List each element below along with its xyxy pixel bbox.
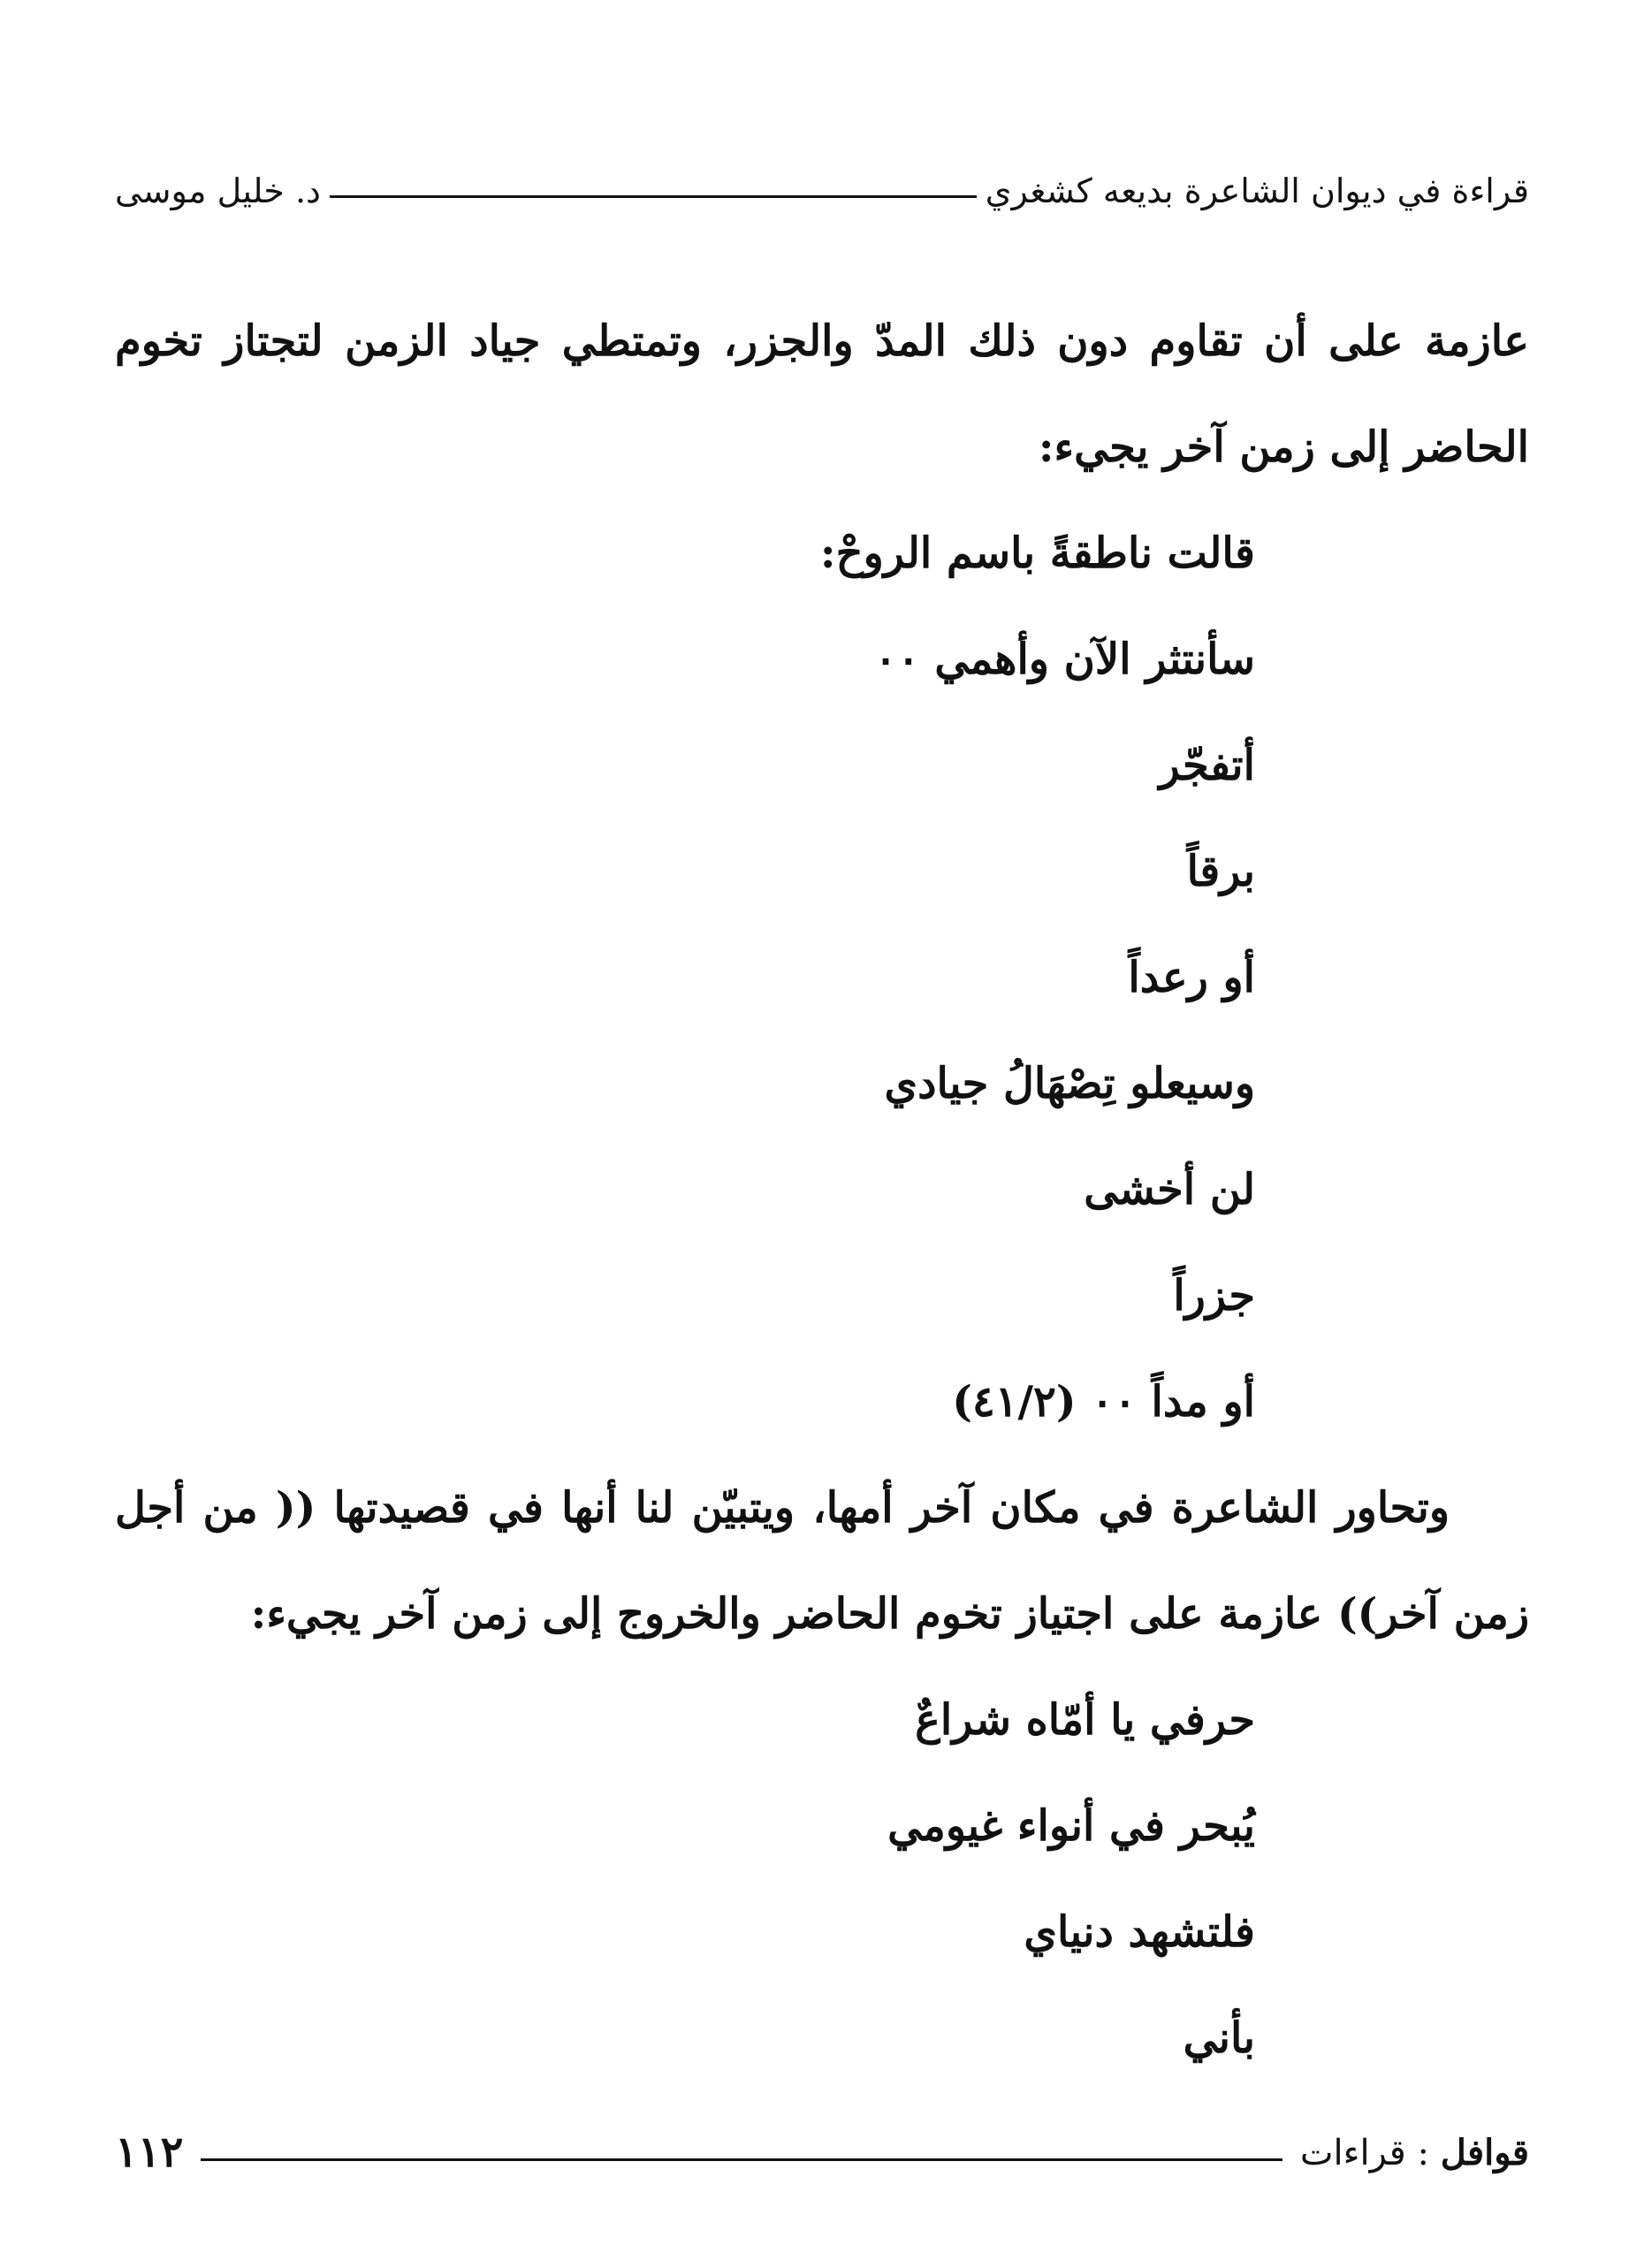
header-author: د. خليل موسى [115, 171, 321, 210]
footer-journal [1300, 2132, 1529, 2173]
paragraph-2: وتحاور الشاعرة في مكان آخر أمها، ويتبيّن لنا أنها في قصيدتها (( من أجل زمن آخر)) عازمة على اجتياز تخوم الحاضر والخروج إلى زمن آخر يجيء: [115, 1483, 1529, 1639]
journal-section: قراءات [1299, 2132, 1406, 2173]
poem-line: أو رعداً [1128, 953, 1255, 1002]
poem-line: برقاً [1186, 847, 1255, 896]
header-title: قراءة في ديوان الشاعرة بديعه كشغري [985, 171, 1529, 210]
poem-line: وسيعلو تِصْهَالُ جيادي [884, 1059, 1255, 1108]
journal-separator: : [1405, 2132, 1441, 2173]
poem-line: أو مداً ٠٠ (٤١/٢) [952, 1377, 1255, 1427]
poem-line: بأني [1183, 2013, 1255, 2063]
poem-excerpt-2 [115, 1667, 1529, 2091]
poem-line: أتفجّر [1159, 741, 1255, 790]
running-footer [115, 2121, 1529, 2183]
poem-line: فلتشهد دنياي [1024, 1907, 1255, 1957]
footer-rule [201, 2158, 1282, 2161]
poem-line: حرفي يا أمّاه شراعٌ [915, 1695, 1255, 1745]
page-number: ١١٢ [115, 2127, 184, 2177]
running-header [115, 164, 1529, 217]
poem-line: قالت ناطقةً باسم الروحْ: [819, 529, 1255, 578]
header-rule [330, 195, 977, 198]
page-body [115, 288, 1529, 2091]
journal-name: قوافل [1440, 2131, 1529, 2173]
poem-line: سأنتثر الآن وأهمي ٠٠ [874, 635, 1255, 684]
paragraph-1: عازمة على أن تقاوم دون ذلك المدّ والجزر، وتمتطي جياد الزمن لتجتاز تخوم الحاضر إلى زمن آخر يجيء: [115, 316, 1530, 472]
poem-line: يُبحر في أنواء غيومي [887, 1801, 1255, 1851]
poem-line: جزراً [1173, 1271, 1255, 1320]
poem-excerpt-1 [115, 500, 1529, 1455]
poem-line: لن أخشى [1084, 1165, 1255, 1214]
